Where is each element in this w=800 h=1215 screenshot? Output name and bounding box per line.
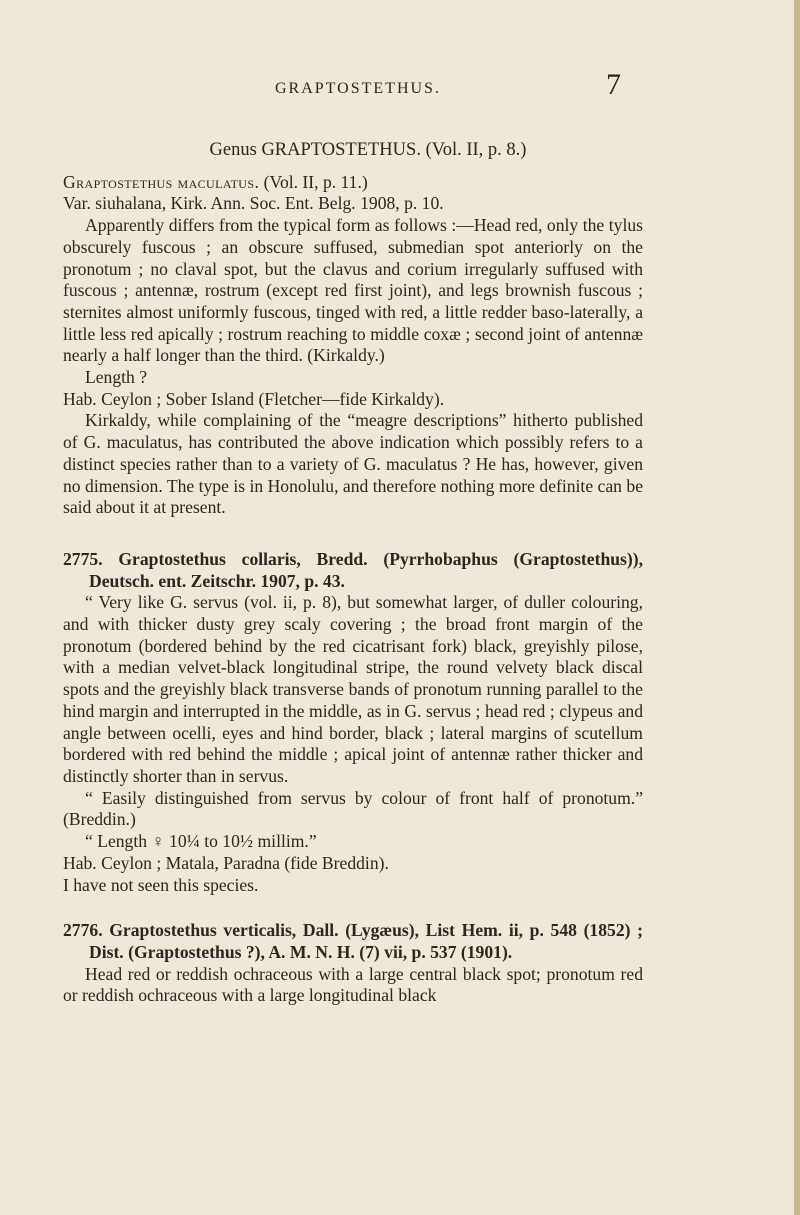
maculatus-habitat: Hab. Ceylon ; Sober Island (Fletcher—fide Kirkaldy). [63,388,445,409]
collaris-length: “ Length ♀ 10¼ to 10½ millim.” [85,831,317,852]
maculatus-length: Length ? [85,367,148,388]
collaris-distinguish: “ Easily distinguished from servus by colour of front half of pronotum.” (Breddin.) [63,787,643,830]
collaris-heading: 2775. Graptostethus collaris, Bredd. (Pyrrhobaphus (Graptostethus)), Deutsch. ent. Zeitschr. 1907, p. 43. [63,548,643,591]
collaris-remark: I have not seen this species. [63,874,259,895]
section-spacer [63,519,643,549]
collaris-quote: “ Very like G. servus (vol. ii, p. 8), but somewhat larger, of duller colouring, and with thicker dusty grey scaly covering ; the broad front margin of the pronotum (bordered behind by the red cicatrisant fork) black, greyishly pilose, with a median velvet-black longitudinal stripe, the round velvety black discal spots and the greyishly black transverse bands of pronotum running parallel to the hind margin and interrupted in the middle, as in G. servus ; head red ; clypeus and angle between ocelli, eyes and hind border, black ; lateral margins of scutellum bordered with red behind the middle ; apical joint of antennæ rather thicker and distinctly shorter than in servus. [63,592,643,786]
collaris-habitat: Hab. Ceylon ; Matala, Paradna (fide Breddin). [63,852,389,873]
section-spacer [63,896,643,920]
verticalis-description: Head red or reddish ochraceous with a large central black spot; pronotum red or reddish ochraceous with a large longitudinal black [63,963,643,1006]
maculatus-name: Graptostethus maculatus. [63,171,260,192]
maculatus-variety: Var. siuhalana, Kirk. Ann. Soc. Ent. Belg. 1908, p. 10. [63,193,444,214]
page-number: 7 [606,68,621,101]
page-body [63,140,643,1007]
maculatus-ref: (Vol. II, p. 11.) [259,171,368,192]
verticalis-heading: 2776. Graptostethus verticalis, Dall. (Lygæus), List Hem. ii, p. 548 (1852) ; Dist. (Graptostethus ?), A. M. N. H. (7) vii, p. 537 (1901). [63,920,643,962]
genus-heading: Genus GRAPTOSTETHUS. (Vol. II, p. 8.) [209,140,527,160]
maculatus-description: Apparently differs from the typical form as follows :—Head red, only the tylus obscurely fuscous ; an obscure suffused, submedian spot anteriorly on the pronotum ; no claval spot, but the clavus and corium irregularly suffused with fuscous ; antennæ, rostrum (except red first joint), and legs brownish fuscous ; sternites almost uniformly fuscous, tinged with red, a little redder baso-laterally, a little less red apically ; rostrum reaching to middle coxæ ; second joint of antennæ nearly a half longer than the third. (Kirkaldy.) [63,215,643,366]
maculatus-heading [63,172,643,194]
maculatus-note: Kirkaldy, while complaining of the “meagre descriptions” hitherto published of G. maculatus, has contributed the above indication which possibly refers to a distinct species rather than to a variety of G. maculatus ? He has, however, given no dimension. The type is in Honolulu, and therefore nothing more definite can be said about it at present. [63,410,643,518]
page-binding-edge [794,0,800,1215]
running-head: GRAPTOSTETHUS. [275,80,441,97]
